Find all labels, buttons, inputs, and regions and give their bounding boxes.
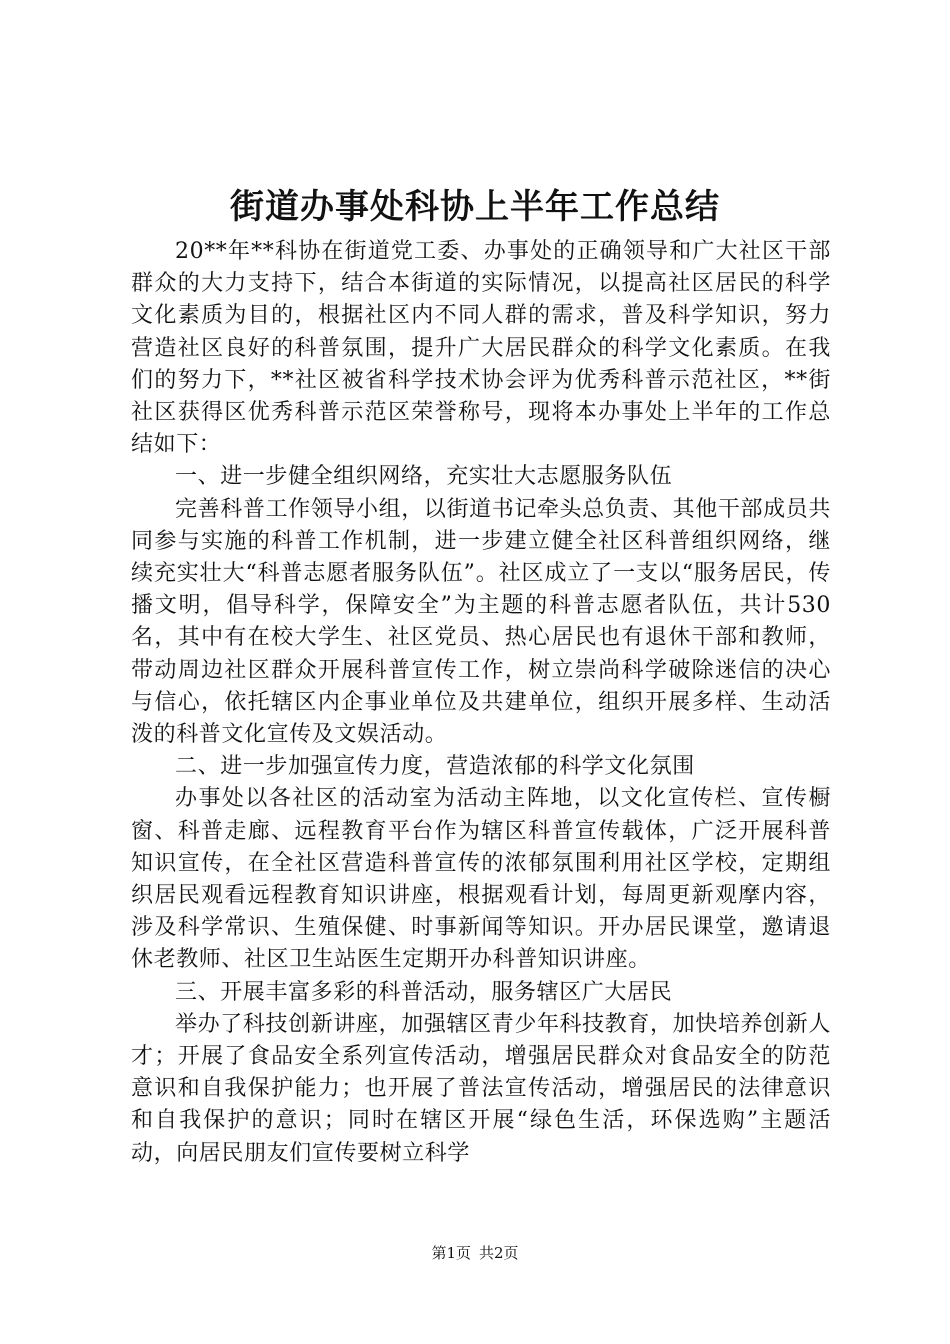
section-heading-1: 一、进一步健全组织网络，充实壮大志愿服务队伍 <box>175 464 673 490</box>
section-heading-3: 三、开展丰富多彩的科普活动，服务辖区广大居民 <box>175 979 673 1005</box>
intro-paragraph: 20**年**科协在街道党工委、办事处的正确领导和广大社区干部群众的大力支持下，结合本街道的实际情况，以提高社区居民的科学文化素质为目的，根据社区内不同人群的需求，普及科学知识，努力营造社区良好的科普氛围，提升广大居民群众的科学文化素质。在我们的努力下，**社区被省科学技术协会评为优秀科普示范社区，**街社区获得区优秀科普示范区荣誉称号，现将本办事处上半年的工作总结如下： <box>131 239 831 458</box>
section-paragraph-1: 完善科普工作领导小组，以街道书记牵头总负责、其他干部成员共同参与实施的科普工作机制，进一步建立健全社区科普组织网络，继续充实壮大“科普志愿者服务队伍”。社区成立了一支以“服务居民，传播文明，倡导科学，保障安全”为主题的科普志愿者队伍，共计530名，其中有在校大学生、社区党员、热心居民也有退休干部和教师，带动周边社区群众开展科普宣传工作，树立崇尚科学破除迷信的决心与信心，依托辖区内企事业单位及共建单位，组织开展多样、生动活泼的科普文化宣传及文娱活动。 <box>131 496 831 748</box>
document-body <box>131 236 831 1170</box>
section-paragraph-3: 举办了科技创新讲座，加强辖区青少年科技教育，加快培养创新人才；开展了食品安全系列宣传活动，增强居民群众对食品安全的防范意识和自我保护能力；也开展了普法宣传活动，增强居民的法律意识和自我保护的意识；同时在辖区开展“绿色生活，环保选购”主题活动，向居民朋友们宣传要树立科学 <box>131 1011 831 1166</box>
page-footer <box>0 1243 950 1263</box>
page-total: 共2页 <box>479 1244 519 1262</box>
document-title: 街道办事处科协上半年工作总结 <box>230 187 720 227</box>
section-heading-2: 二、进一步加强宣传力度，营造浓郁的科学文化氛围 <box>175 754 695 780</box>
section-paragraph-2: 办事处以各社区的活动室为活动主阵地，以文化宣传栏、宣传橱窗、科普走廊、远程教育平台作为辖区科普宣传载体，广泛开展科普知识宣传，在全社区营造科普宣传的浓郁氛围利用社区学校，定期组织居民观看远程教育知识讲座，根据观看计划，每周更新观摩内容，涉及科学常识、生殖保健、时事新闻等知识。开办居民课堂，邀请退休老教师、社区卫生站医生定期开办科普知识讲座。 <box>131 786 831 973</box>
page-number: 第1页 <box>431 1244 471 1262</box>
